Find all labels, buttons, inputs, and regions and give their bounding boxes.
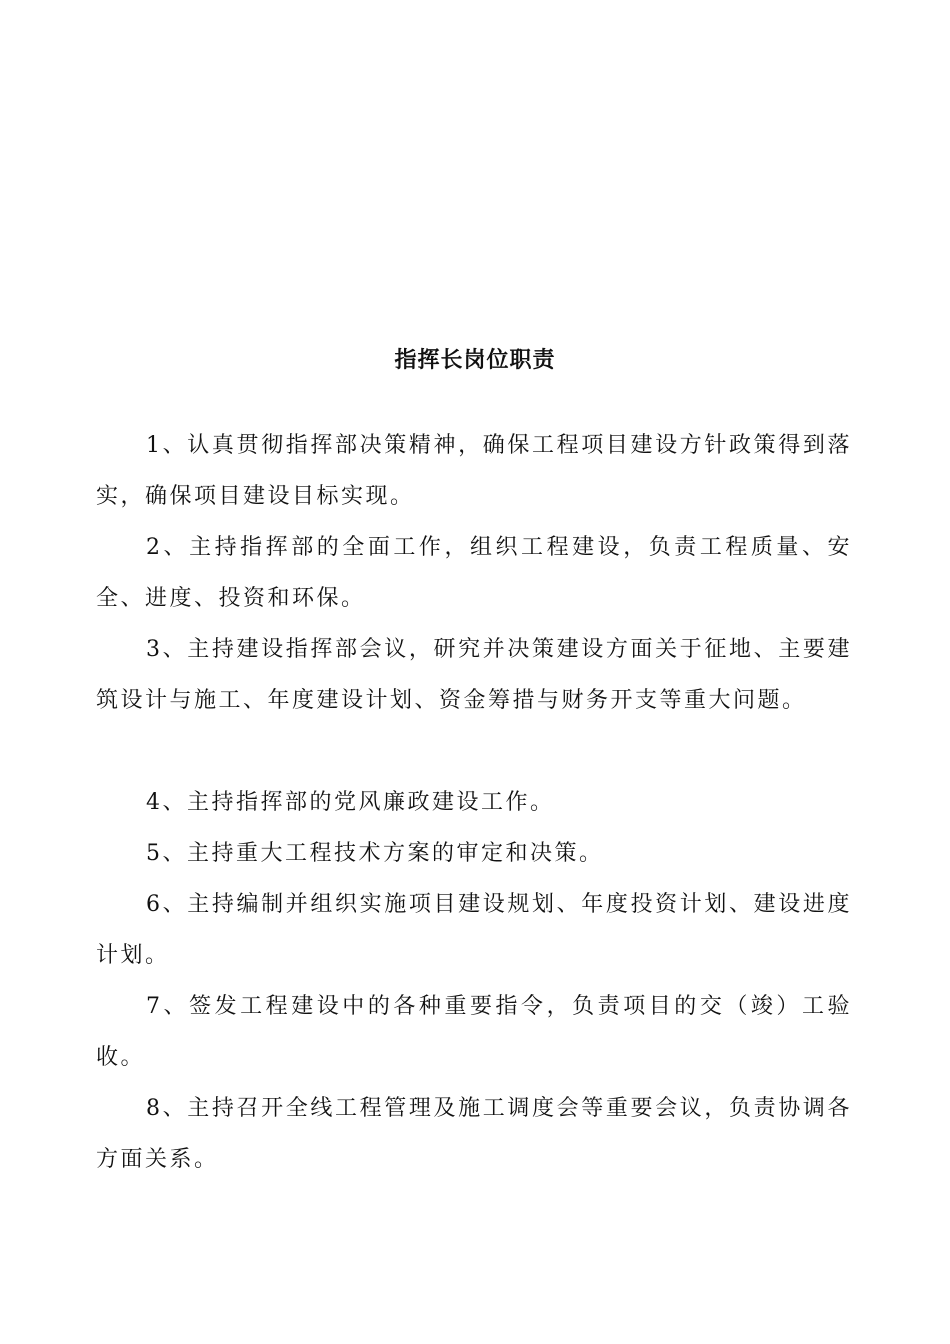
paragraph-1: 1、认真贯彻指挥部决策精神，确保工程项目建设方针政策得到落实，确保项目建设目标实现。 <box>96 433 852 509</box>
document-body <box>96 420 852 1185</box>
paragraph-spacer <box>96 726 852 777</box>
paragraph-7: 7、签发工程建设中的各种重要指令，负责项目的交（竣）工验收。 <box>96 994 852 1070</box>
paragraph-3: 3、主持建设指挥部会议，研究并决策建设方面关于征地、主要建筑设计与施工、年度建设计划、资金筹措与财务开支等重大问题。 <box>96 637 852 713</box>
paragraph-5: 5、主持重大工程技术方案的审定和决策。 <box>146 841 604 866</box>
paragraph-6: 6、主持编制并组织实施项目建设规划、年度投资计划、建设进度计划。 <box>96 892 852 968</box>
paragraph-8: 8、主持召开全线工程管理及施工调度会等重要会议，负责协调各方面关系。 <box>96 1096 852 1172</box>
paragraph-4: 4、主持指挥部的党风廉政建设工作。 <box>146 790 555 815</box>
document-title: 指挥长岗位职责 <box>394 347 556 373</box>
paragraph-2: 2、主持指挥部的全面工作，组织工程建设，负责工程质量、安全、进度、投资和环保。 <box>96 535 852 611</box>
